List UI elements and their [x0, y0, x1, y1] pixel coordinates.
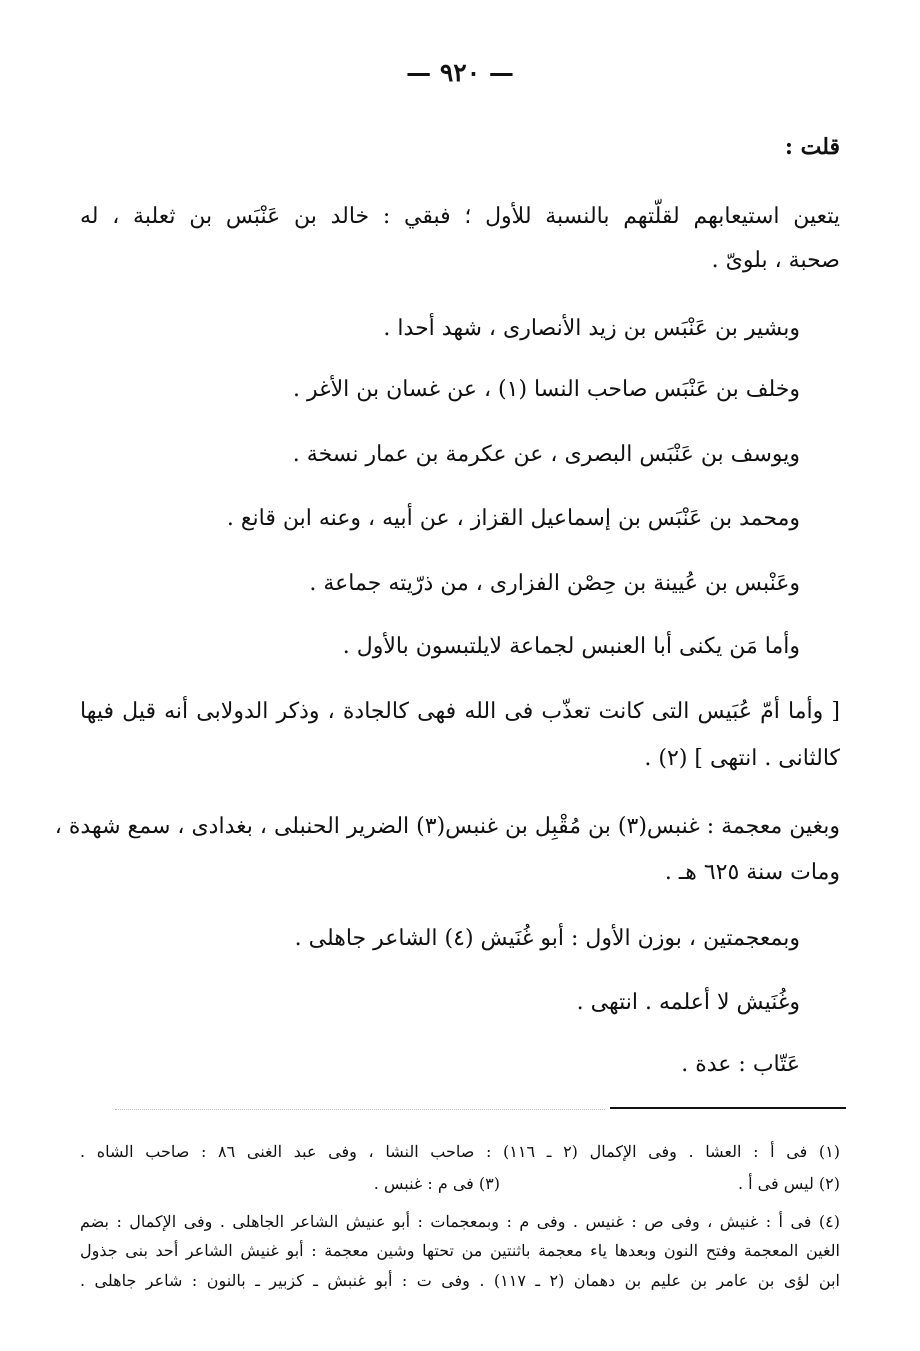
footnote-4-line-3: ابن لؤى بن عامر بن عليم بن دهمان (٢ ـ ١١٧) . وفى ت : أبو غنبش ـ كزبير ـ بالنون : شاعر جاهلى . [80, 1271, 841, 1290]
paragraph-line-3: وبشير بن عَنْبَس بن زيد الأنصارى ، شهد أحدا . [383, 316, 800, 341]
footnote-separator [610, 1107, 846, 1109]
footnote-4-line-1: (٤) فى أ : غنيش ، وفى ص : غنيس . وفى م : وبمعجمات : أبو عنيش الشاعر الجاهلى . وفى الإكمال : بضم [80, 1212, 840, 1231]
paragraph-line-15: عَتّاب : عدة . [681, 1052, 800, 1077]
footnote-4-line-2: الغين المعجمة وفتح النون وبعدها ياء معجمة باثنتين من تحتها وشين معجمة : أبو غنيش الشاعر أحد بنى جذول [80, 1241, 841, 1260]
paragraph-line-6: ومحمد بن عَنْبَس بن إسماعيل القزاز ، عن أبيه ، وعنه ابن قانع . [226, 506, 800, 531]
paragraph-line-7: وعَنْبس بن عُيينة بن حِصْن الفزارى ، من ذرّيته جماعة . [309, 571, 800, 596]
page-number: — ٩٢٠ — [406, 58, 514, 87]
paragraph-line-2: صحبة ، بلوىّ . [711, 248, 840, 273]
section-heading: قلت : [784, 134, 840, 160]
paragraph-line-4: وخلف بن عَنْبَس صاحب النسا (١) ، عن غسان بن الأغر . [292, 377, 800, 402]
footnote-3: (٣) فى م : غنبس . [373, 1174, 500, 1193]
paragraph-line-12: ومات سنة ٦٢٥ هـ . [664, 860, 840, 885]
paragraph-line-1: يتعين استيعابهم لقلّتهم بالنسبة للأول ؛ فبقي : خالد بن عَنْبَس بن ثعلبة ، له [80, 204, 840, 229]
paragraph-line-8: وأما مَن يكنى أبا العنبس لجماعة لايلتبسون بالأول . [342, 634, 800, 659]
paragraph-line-5: ويوسف بن عَنْبَس البصرى ، عن عكرمة بن عمار نسخة . [292, 442, 800, 467]
paragraph-line-10: كالثانى . انتهى ] (٢) . [644, 746, 840, 771]
faint-separator [115, 1109, 605, 1110]
paragraph-line-9: [ وأما أمّ عُبَيس التى كانت تعذّب فى الله فهى كالجادة ، وذكر الدولابى أنه قيل فيها [80, 699, 840, 724]
paragraph-line-13: وبمعجمتين ، بوزن الأول : أبو غُنَيش (٤) الشاعر جاهلى . [294, 926, 800, 951]
footnote-1: (١) فى أ : العشا . وفى الإكمال (٢ ـ ١١٦) : صاحب النشا ، وفى عبد الغنى ٨٦ : صاحب الشاه . [80, 1142, 840, 1161]
paragraph-line-14: وغُنَيش لا أعلمه . انتهى . [576, 990, 800, 1015]
paragraph-line-11: وبغين معجمة : غنبس(٣) بن مُقْبِل بن غنبس(٣) الضرير الحنبلى ، بغدادى ، سمع شهدة ، [54, 814, 840, 839]
footnote-2: (٢) ليس فى أ . [737, 1174, 840, 1193]
